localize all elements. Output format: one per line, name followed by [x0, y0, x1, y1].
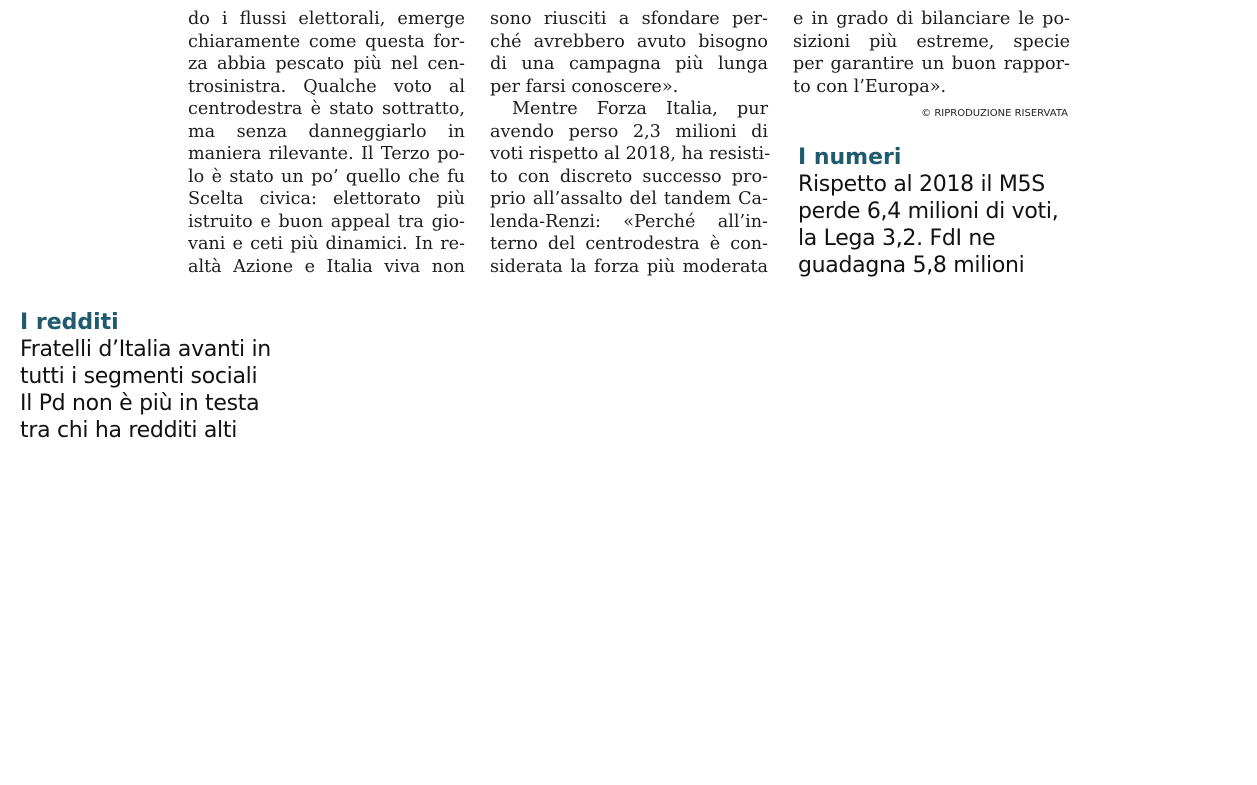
text-line: istruito e buon appeal tra gio- — [188, 211, 465, 232]
text-line: sono riusciti a sfondare per- — [490, 9, 768, 29]
text-line: di una campagna più lunga — [490, 54, 768, 74]
text-line: centrodestra è stato sottratto, — [188, 99, 465, 119]
box-line: Il Pd non è più in testa — [20, 391, 260, 416]
text-line: trosinistra. Qualche voto al — [188, 76, 465, 97]
box-line: tutti i segmenti sociali — [20, 364, 258, 389]
article-column-3 — [793, 8, 1070, 98]
text-line: sizioni più estreme, specie — [793, 31, 1070, 52]
text-line: to con discreto successo pro- — [490, 166, 768, 187]
text-line: Mentre Forza Italia, pur — [512, 99, 768, 119]
text-line: to con l’Europa». — [793, 76, 947, 97]
text-line: avendo perso 2,3 milioni di — [490, 121, 768, 142]
text-line: do i flussi elettorali, emerge — [188, 9, 465, 29]
box-line: guadagna 5,8 milioni — [798, 253, 1025, 278]
text-line: chiaramente come questa for- — [188, 31, 465, 52]
box-line: Fratelli d’Italia avanti in — [20, 337, 271, 362]
text-line: per farsi conoscere». — [490, 76, 679, 97]
text-line: altà Azione e Italia viva non — [188, 256, 465, 277]
article-column-1 — [188, 8, 465, 278]
box-label: I redditi — [20, 310, 119, 335]
text-line: maniera rilevante. Il Terzo po- — [188, 144, 465, 164]
numeri-box — [798, 145, 1058, 279]
text-line: e in grado di bilanciare le po- — [793, 9, 1070, 29]
text-line: voti rispetto al 2018, ha resisti- — [490, 144, 771, 164]
box-line: la Lega 3,2. FdI ne — [798, 226, 996, 251]
text-line: ma senza danneggiarlo in — [188, 121, 465, 142]
article-column-2 — [490, 8, 771, 278]
text-line: siderata la forza più moderata — [490, 256, 768, 277]
box-line: perde 6,4 milioni di voti, — [798, 199, 1059, 224]
text-line: terno del centrodestra è con- — [490, 234, 768, 254]
text-line: prio all’assalto del tandem Ca- — [490, 189, 768, 209]
box-line: tra chi ha redditi alti — [20, 418, 238, 443]
text-line: per garantire un buon rappor- — [793, 54, 1070, 74]
text-line: lo è stato un po’ quello che fu — [188, 166, 465, 187]
text-line: ché avrebbero avuto bisogno — [490, 31, 768, 52]
text-line: lenda-Renzi: «Perché all’in- — [490, 211, 768, 232]
redditi-box — [20, 310, 271, 444]
text-line: za abbia pescato più nel cen- — [188, 54, 465, 74]
box-label: I numeri — [798, 145, 902, 170]
text-line: Scelta civica: elettorato più — [188, 189, 465, 209]
text-line: vani e ceti più dinamici. In re- — [188, 234, 465, 254]
copyright-notice: © RIPRODUZIONE RISERVATA — [921, 108, 1068, 119]
box-line: Rispetto al 2018 il M5S — [798, 172, 1045, 197]
